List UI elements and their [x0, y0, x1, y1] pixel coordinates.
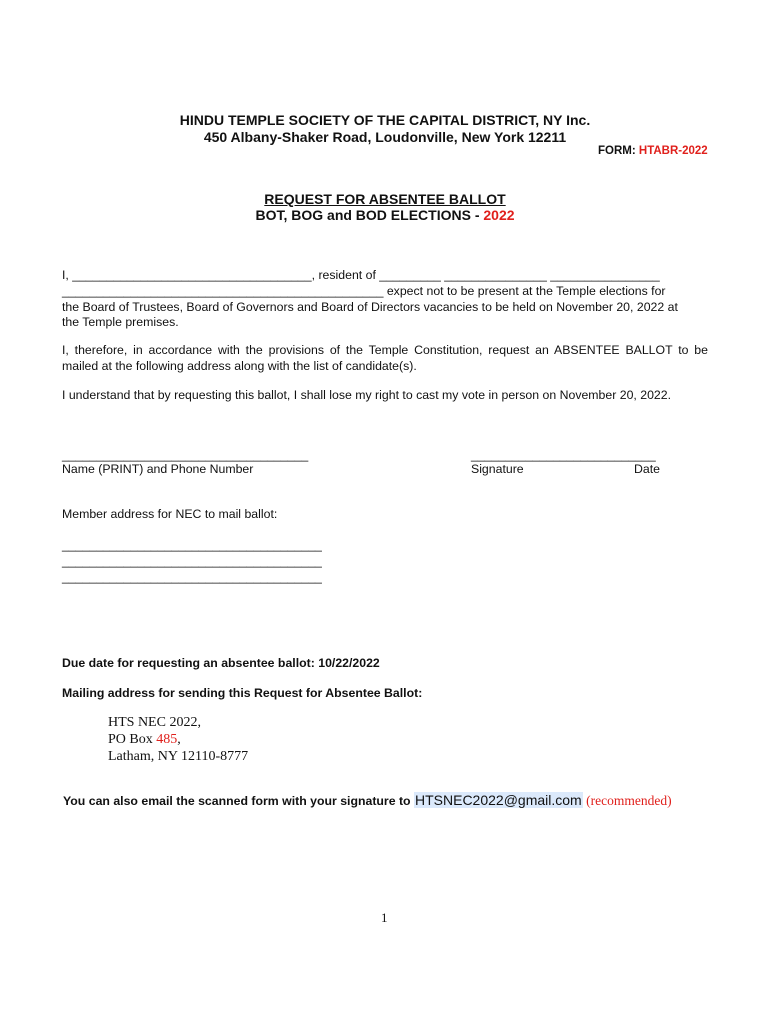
mailing-address-label: Mailing address for sending this Request for Absentee Ballot:: [62, 686, 423, 700]
para2: I, therefore, in accordance with the provisions of the Temple Constitution, request an ABSENTEE BALLOT to be mailed at the following address along with the list of candidate(s).: [62, 343, 708, 373]
po-box-prefix: PO Box: [108, 732, 153, 747]
form-subtitle: [0, 207, 770, 223]
org-address: 450 Albany-Shaker Road, Loudonville, New York 12211: [203, 129, 567, 145]
date-label: Date: [634, 462, 660, 476]
mail-address-line-3: Latham, NY 12110-8777: [108, 749, 249, 764]
member-address-line-3[interactable]: ______________________________________: [62, 570, 322, 584]
po-box-number: 485: [156, 732, 178, 747]
para1-line3: the Board of Trustees, Board of Governors and Board of Directors vacancies to be held on November 20, 2022 at: [62, 300, 678, 314]
name-blank[interactable]: ____________________________________: [62, 448, 309, 462]
para3: I understand that by requesting this ballot, I shall lose my right to cast my vote in person on November 20, 2022.: [62, 388, 672, 402]
para1-line2: _______________________________________________ expect not to be present at the Temple elections for: [62, 284, 666, 298]
member-address-line-1[interactable]: ______________________________________: [62, 538, 322, 552]
mail-address-line-2: [108, 732, 181, 748]
form-id-line: [598, 145, 708, 157]
subtitle-year: 2022: [483, 207, 515, 223]
page-number: 1: [381, 910, 388, 925]
due-date: Due date for requesting an absentee ballot: 10/22/2022: [62, 656, 380, 670]
member-address-label: Member address for NEC to mail ballot:: [62, 507, 278, 521]
mail-address-line-1: HTS NEC 2022,: [108, 715, 201, 730]
para1-line4: the Temple premises.: [62, 315, 179, 329]
member-address-line-2[interactable]: ______________________________________: [62, 554, 322, 568]
para1-line1: I, ___________________________________, resident of _________ _______________ ________________: [62, 268, 660, 282]
signature-blank[interactable]: ___________________________: [471, 448, 656, 462]
form-title: REQUEST FOR ABSENTEE BALLOT: [264, 191, 506, 207]
po-box-suffix: ,: [177, 732, 181, 747]
org-name: HINDU TEMPLE SOCIETY OF THE CAPITAL DISTRICT, NY Inc.: [179, 112, 591, 128]
form-label: FORM:: [598, 145, 636, 157]
signature-label: Signature: [471, 462, 524, 476]
subtitle-text: BOT, BOG and BOD ELECTIONS -: [255, 207, 480, 223]
email-instruction: [63, 792, 672, 809]
email-text: You can also email the scanned form with your signature to: [63, 794, 411, 808]
email-link[interactable]: HTSNEC2022@gmail.com: [415, 792, 582, 808]
form-id: HTABR-2022: [638, 145, 708, 157]
recommended-note: (recommended): [586, 793, 672, 808]
name-label: Name (PRINT) and Phone Number: [62, 462, 254, 476]
